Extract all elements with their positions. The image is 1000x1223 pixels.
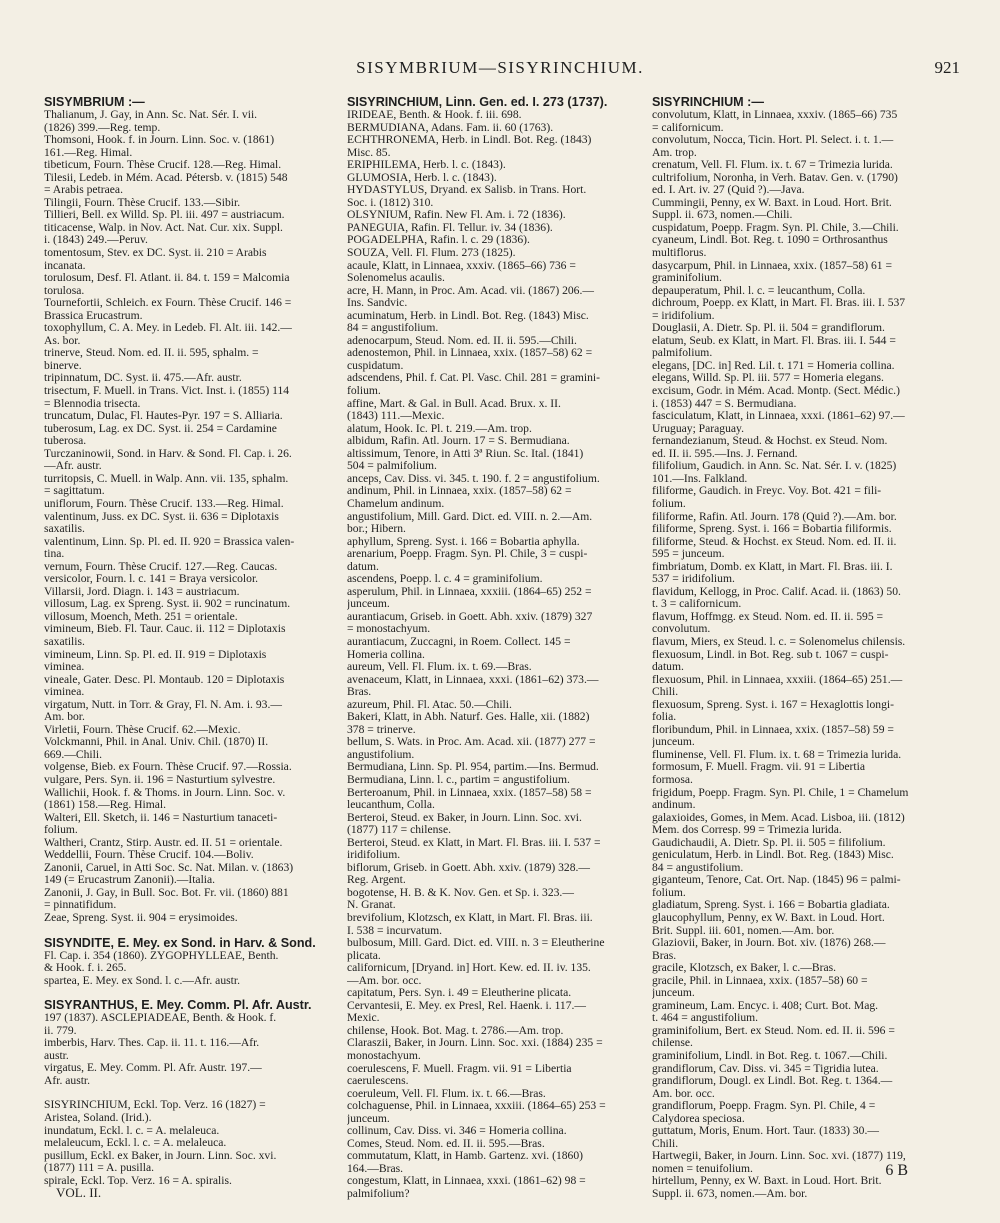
index-line: Waltheri, Crantz, Stirp. Austr. ed. II. 51 = orientale. (44, 836, 283, 849)
index-line: adenostemon, Phil. in Linnaea, xxix. (1857–58) 62 = (347, 347, 593, 360)
index-line: aurantiacum, Griseb. in Goett. Abh. xxiv. (1879) 327 (347, 610, 593, 623)
index-line: palmifolium. (652, 347, 713, 360)
index-line: 149 (= Erucastrum Zanonii).—Italia. (44, 874, 216, 887)
index-line: Walteri, Ell. Sketch, ii. 146 = Nasturtium tanaceti- (44, 811, 278, 824)
index-line: aureum, Vell. Fl. Flum. ix. t. 69.—Bras. (347, 661, 532, 674)
index-line: (1861) 158.—Reg. Himal. (44, 799, 167, 812)
index-line: N. Granat. (347, 899, 396, 912)
index-line: chilense. (652, 1037, 693, 1050)
index-line: = sagittatum. (44, 485, 105, 498)
index-line: versicolor, Fourn. l. c. 141 = Braya versicolor. (44, 573, 259, 586)
index-line: Berteroi, Steud. ex Baker, in Journ. Linn. Soc. xvi. (347, 811, 582, 824)
index-line: Chili. (652, 1137, 679, 1150)
index-line: t. 464 = angustifolium. (652, 1012, 759, 1025)
index-line: vernum, Fourn. Thèse Crucif. 127.—Reg. Caucas. (44, 560, 278, 573)
index-line: tibeticum, Fourn. Thèse Crucif. 128.—Reg. Himal. (44, 159, 282, 172)
index-line: IRIDEAE, Benth. & Hook. f. iii. 698. (347, 109, 522, 121)
index-line: filiforme, Steud. & Hochst. ex Steud. Nom. ed. II. ii. (652, 535, 897, 548)
index-line: tomentosum, Stev. ex DC. Syst. ii. 210 = Arabis (44, 247, 267, 260)
index-line: Gaudichaudii, A. Dietr. Sp. Pl. ii. 505 = filifolium. (652, 836, 886, 849)
index-line: geniculatum, Herb. in Lindl. Bot. Reg. (1843) Misc. (652, 849, 894, 862)
index-line: folium. (44, 824, 78, 837)
index-line: Berteroanum, Phil. in Linnaea, xxix. (1857–58) 58 = (347, 786, 592, 799)
entry-list-sisyrinchium-cont (652, 109, 942, 1201)
index-line: junceum. (652, 987, 695, 1000)
index-line: & Hook. f. i. 265. (44, 962, 127, 975)
index-line: GLUMOSIA, Herb. l. c. (1843). (347, 171, 497, 184)
index-line: Calydorea speciosa. (652, 1112, 745, 1125)
index-line: (1843) 111.—Mexic. (347, 410, 445, 423)
index-line: tripinnatum, DC. Syst. ii. 475.—Afr. austr. (44, 372, 242, 385)
index-line: filiforme, Rafin. Atl. Journ. 178 (Quid ?).—Am. bor. (652, 510, 897, 523)
index-line: 84 = angustifolium. (347, 322, 439, 335)
index-line: filiforme, Spreng. Syst. i. 166 = Bobartia filiformis. (652, 523, 892, 536)
page-number: 921 (934, 58, 960, 77)
index-line: bogotense, H. B. & K. Nov. Gen. et Sp. i. 323.— (347, 886, 574, 899)
index-line: austr. (44, 1049, 69, 1062)
index-line: = Arabis petraea. (44, 184, 123, 197)
index-line: chilense, Hook. Bot. Mag. t. 2786.—Am. trop. (347, 1024, 564, 1037)
index-line: melaleucum, Eckl. l. c. = A. melaleuca. (44, 1137, 227, 1150)
index-line: gracile, Klotzsch, ex Baker, l. c.—Bras. (652, 962, 837, 975)
index-line: junceum. (347, 1112, 390, 1125)
index-line: adenocarpum, Steud. Nom. ed. II. ii. 595.—Chili. (347, 334, 577, 347)
index-line: capitatum, Pers. Syn. i. 49 = Eleutherine plicata. (347, 987, 572, 1000)
index-line: cyaneum, Lindl. Bot. Reg. t. 1090 = Orthrosanthus (652, 234, 888, 247)
index-line: turritopsis, C. Muell. in Walp. Ann. vii. 135, sphalm. (44, 472, 289, 485)
index-line: adscendens, Phil. f. Cat. Pl. Vasc. Chil. 281 = gramini- (347, 372, 600, 385)
index-line: viminea. (44, 661, 85, 674)
index-line: Berteroi, Steud. ex Klatt, in Mart. Fl. Bras. iii. I. 537 = (347, 836, 601, 849)
index-line: POGADELPHA, Rafin. l. c. 29 (1836). (347, 234, 530, 247)
genus-heading-sisyrinchium-cont: SISYRINCHIUM :— (652, 95, 764, 109)
index-line: binerve. (44, 359, 82, 372)
index-line: Bermudiana, Linn. l. c., partim = angustifolium. (347, 773, 570, 786)
volume-mark: VOL. II. (56, 1185, 102, 1201)
index-line: Am. trop. (652, 146, 697, 159)
index-line: Chili. (652, 686, 679, 699)
index-line: SISYRINCHIUM, Eckl. Top. Verz. 16 (1827) = (44, 1099, 266, 1112)
index-line: = iridifolium. (652, 309, 715, 322)
index-line: elegans, [DC. in] Red. Lil. t. 171 = Homeria collina. (652, 359, 895, 372)
index-line: formosa. (652, 773, 693, 786)
index-line: Soc. i. (1812) 310. (347, 196, 434, 209)
index-line: virgatus, E. Mey. Comm. Pl. Afr. Austr. 197.— (44, 1062, 262, 1075)
index-line: Ins. Sandvic. (347, 297, 408, 310)
index-line: t. 3 = californicum. (652, 598, 742, 611)
index-line: convolutum, Nocca, Ticin. Hort. Pl. Select. i. t. 1.— (652, 134, 894, 147)
index-line: coeruleum, Vell. Fl. Flum. ix. t. 66.—Bras. (347, 1087, 546, 1100)
index-line: folium. (347, 385, 381, 398)
index-line: flavum, Hoffmgg. ex Steud. Nom. ed. II. ii. 595 = (652, 610, 884, 623)
index-line: flexuosum, Phil. in Linnaea, xxxiii. (1864–65) 251.— (652, 673, 903, 686)
index-line: = pinnatifidum. (44, 899, 117, 912)
index-line: elegans, Willd. Sp. Pl. iii. 577 = Homeria elegans. (652, 372, 884, 385)
index-line: HYDASTYLUS, Dryand. ex Salisb. in Trans. Hort. (347, 184, 587, 197)
index-line: Douglasii, A. Dietr. Sp. Pl. ii. 504 = grandiflorum. (652, 322, 885, 335)
index-line: volgense, Bieb. ex Fourn. Thèse Crucif. 97.—Rossia. (44, 761, 292, 774)
index-line: Tilingii, Fourn. Thèse Crucif. 133.—Sibir. (44, 196, 241, 209)
index-line: avenaceum, Klatt, in Linnaea, xxxi. (1861–62) 373.— (347, 673, 599, 686)
index-line: fernandezianum, Steud. & Hochst. ex Steud. Nom. (652, 435, 888, 448)
index-line: glaucophyllum, Penny, ex W. Baxt. in Loud. Hort. (652, 912, 885, 924)
index-line: i. (1853) 447 = S. Bermudiana. (652, 397, 797, 410)
index-line: graminifolium. (652, 272, 722, 285)
index-line: Bakeri, Klatt, in Abh. Naturf. Ges. Halle, xii. (1882) (347, 711, 590, 724)
index-line: Zanonii, J. Gay, in Bull. Soc. Bot. Fr. vii. (1860) 881 (44, 886, 289, 899)
index-line: Hartwegii, Baker, in Journ. Linn. Soc. xvi. (1877) 119, (652, 1150, 906, 1163)
index-line: commutatum, Klatt, in Hamb. Gartenz. xvi. (1860) (347, 1150, 584, 1163)
index-line: excisum, Godr. in Mém. Acad. Montp. (Sect. Médic.) (652, 385, 900, 398)
index-line: arenarium, Poepp. Fragm. Syn. Pl. Chile, 3 = cuspi- (347, 548, 588, 561)
index-line: gramineum, Lam. Encyc. i. 408; Curt. Bot. Mag. (652, 999, 879, 1012)
index-line: graminifolium, Lindl. in Bot. Reg. t. 1067.—Chili. (652, 1050, 888, 1063)
index-line: spirale, Eckl. Top. Verz. 16 = A. spiralis. (44, 1174, 232, 1187)
index-line: Zanonii, Caruel, in Atti Soc. Sc. Nat. Milan. v. (1863) (44, 861, 294, 874)
index-line: vulgare, Pers. Syn. ii. 196 = Nasturtium sylvestre. (44, 773, 276, 786)
index-line: convolutum, Klatt, in Linnaea, xxxiv. (1865–66) 735 (652, 109, 898, 121)
index-line: spartea, E. Mey. ex Sond. l. c.—Afr. austr. (44, 974, 240, 987)
entry-list-sisyndite (44, 950, 334, 988)
index-line: folium. (652, 497, 686, 510)
index-line: Tilesii, Ledeb. in Mém. Acad. Pétersb. v. (1815) 548 (44, 171, 288, 184)
entry-list-sisyrinchium-eckl (44, 1099, 334, 1187)
index-line: iridifolium. (347, 849, 401, 862)
index-line: grandiflorum, Dougl. ex Lindl. Bot. Reg. t. 1364.— (652, 1075, 893, 1088)
index-line: trisectum, F. Muell. in Trans. Vict. Inst. i. (1855) 114 (44, 385, 290, 398)
index-line: flexuosum, Lindl. in Bot. Reg. sub t. 1067 = cuspi- (652, 648, 889, 661)
index-line: Brit. Suppl. iii. 601, nomen.—Am. bor. (652, 924, 835, 937)
index-line: incanata. (44, 259, 86, 272)
index-line: Suppl. ii. 673, nomen.—Chili. (652, 209, 793, 222)
index-line: anceps, Cav. Diss. vi. 345. t. 190. f. 2 = angustifolium. (347, 472, 600, 485)
index-line: imberbis, Harv. Thes. Cap. ii. 11. t. 116.—Afr. (44, 1037, 260, 1050)
index-line: viminea. (44, 686, 85, 699)
index-line: galaxioides, Gomes, in Mem. Acad. Lisboa, iii. (1812) (652, 811, 905, 824)
index-line: ed. II. ii. 595.—Ins. J. Fernand. (652, 447, 798, 460)
index-line: Glaziovii, Baker, in Journ. Bot. xiv. (1876) 268.— (652, 937, 886, 950)
index-line: vimineum, Bieb. Fl. Taur. Cauc. ii. 112 = Diplotaxis (44, 623, 286, 636)
index-line: folium. (652, 886, 686, 899)
index-line: Suppl. ii. 673, nomen.—Am. bor. (652, 1188, 808, 1201)
index-line: Misc. 85. (347, 146, 391, 159)
index-line: folia. (652, 711, 677, 724)
index-line: torulosa. (44, 284, 85, 297)
index-line: bor.; Hibern. (347, 523, 406, 536)
index-line: cultrifolium, Noronha, in Verh. Batav. Gen. v. (1790) (652, 171, 898, 184)
index-line: bellum, S. Wats. in Proc. Am. Acad. xii. (1877) 277 = (347, 736, 596, 749)
index-line: colchaguense, Phil. in Linnaea, xxxiii. (1864–65) 253 = (347, 1100, 606, 1113)
index-line: fasciculatum, Klatt, in Linnaea, xxxi. (1861–62) 97.— (652, 410, 905, 423)
index-line: 378 = trinerve. (347, 723, 416, 736)
index-line: villosum, Moench, Meth. 251 = orientale. (44, 610, 238, 623)
index-line: Tillieri, Bell. ex Willd. Sp. Pl. iii. 497 = austriacum. (44, 209, 285, 222)
index-line: Reg. Argent. (347, 874, 406, 887)
index-line: datum. (347, 560, 379, 573)
index-line: Cummingii, Penny, ex W. Baxt. in Loud. Hort. Brit. (652, 196, 892, 209)
index-line: cuspidatum. (347, 359, 404, 372)
index-line: frigidum, Poepp. Fragm. Syn. Pl. Chile, 1 = Chamelum (652, 786, 909, 799)
index-line: Solenomelus acaulis. (347, 272, 445, 285)
index-line: (1826) 399.—Reg. temp. (44, 121, 161, 134)
index-line: Chamelum andinum. (347, 497, 445, 510)
index-line: 161.—Reg. Himal. (44, 146, 133, 159)
index-line: PANEGUIA, Rafin. Fl. Tellur. iv. 34 (1836). (347, 221, 553, 234)
index-line: fimbriatum, Domb. ex Klatt, in Mart. Fl. Bras. iii. I. (652, 560, 893, 573)
index-line: ECHTHRONEMA, Herb. in Lindl. Bot. Reg. (1843) (347, 134, 592, 147)
index-line: coerulescens, F. Muell. Fragm. vii. 91 = Libertia (347, 1062, 572, 1075)
index-line: Bermudiana, Linn. Sp. Pl. 954, partim.—Ins. Bermud. (347, 761, 599, 774)
index-line: Am. bor. occ. (652, 1087, 715, 1100)
index-line: formosum, F. Muell. Fragm. vii. 91 = Libertia (652, 761, 865, 774)
index-line: crenatum, Vell. Fl. Flum. ix. t. 67 = Trimezia lurida. (652, 159, 893, 172)
index-line: vineale, Gater. Desc. Pl. Montaub. 120 = Diplotaxis (44, 673, 285, 686)
index-line: torulosum, Desf. Fl. Atlant. ii. 84. t. 159 = Malcomia (44, 272, 290, 285)
index-line: = californicum. (652, 121, 724, 134)
index-line: Thomsoni, Hook. f. in Journ. Linn. Soc. v. (1861) (44, 134, 275, 147)
index-line: bulbosum, Mill. Gard. Dict. ed. VIII. n. 3 = Eleutherine (347, 937, 605, 950)
index-line: andinum, Phil. in Linnaea, xxix. (1857–58) 62 = (347, 485, 572, 498)
index-line: flavum, Miers, ex Steud. l. c. = Solenomelus chilensis. (652, 635, 906, 648)
index-line: acre, H. Mann, in Proc. Am. Acad. vii. (1867) 206.— (347, 284, 594, 297)
index-line: BERMUDIANA, Adans. Fam. ii. 60 (1763). (347, 121, 554, 134)
index-line: saxatilis. (44, 635, 85, 648)
index-line: valentinum, Juss. ex DC. Syst. ii. 636 = Diplotaxis (44, 510, 279, 523)
index-line: depauperatum, Phil. l. c. = leucanthum, Colla. (652, 284, 866, 297)
index-line: ERIPHILEMA, Herb. l. c. (1843). (347, 159, 506, 172)
index-line: —Afr. austr. (44, 460, 102, 473)
index-line: Fl. Cap. i. 354 (1860). ZYGOPHYLLEAE, Benth. (44, 949, 279, 962)
index-line: tuberosa. (44, 435, 87, 448)
index-line: hirtellum, Penny, ex W. Baxt. in Loud. Hort. Brit. (652, 1175, 882, 1188)
index-line: Turczaninowii, Sond. in Harv. & Sond. Fl. Cap. i. 26. (44, 447, 292, 460)
index-line: palmifolium? (347, 1188, 410, 1201)
index-line: Am. bor. (44, 711, 85, 724)
index-line: elatum, Seub. ex Klatt, in Mart. Fl. Bras. iii. I. 544 = (652, 334, 896, 347)
index-line: aurantiacum, Zuccagni, in Roem. Collect. 145 = (347, 635, 571, 648)
genus-heading-sisyrinchium: SISYRINCHIUM, Linn. Gen. ed. I. 273 (1737). (347, 95, 608, 109)
index-line: grandiflorum, Poepp. Fragm. Syn. Pl. Chile, 4 = (652, 1100, 876, 1113)
index-line: Mexic. (347, 1012, 380, 1025)
index-line: Cervantesii, E. Mey. ex Presl, Rel. Haenk. i. 117.— (347, 999, 587, 1012)
index-line: giganteum, Tenore, Cat. Ort. Nap. (1845) 96 = palmi- (652, 874, 901, 887)
index-line: affine, Mart. & Gal. in Bull. Acad. Brux. x. II. (347, 397, 561, 410)
index-line: Claraszii, Baker, in Journ. Linn. Soc. xxi. (1884) 235 = (347, 1037, 603, 1050)
index-line: flavidum, Kellogg, in Proc. Calif. Acad. ii. (1863) 50. (652, 585, 901, 598)
index-line: acuminatum, Herb. in Lindl. Bot. Reg. (1843) Misc. (347, 309, 589, 322)
index-line: (1877) 111 = A. pusilla. (44, 1162, 155, 1175)
index-line: junceum. (652, 736, 695, 749)
index-line: cuspidatum, Poepp. Fragm. Syn. Pl. Chile, 3.—Chili. (652, 221, 899, 234)
index-line: Tournefortii, Schleich. ex Fourn. Thèse Crucif. 146 = (44, 297, 292, 310)
index-line: titicacense, Walp. in Nov. Act. Nat. Cur. xix. Suppl. (44, 221, 283, 234)
genus-heading-sisyranthus: SISYRANTHUS, E. Mey. Comm. Pl. Afr. Austr. (44, 998, 312, 1013)
index-line: 84 = angustifolium. (652, 861, 744, 874)
index-line: Wallichii, Hook. f. & Thoms. in Journ. Linn. Soc. v. (44, 786, 286, 799)
index-line: angustifolium, Mill. Gard. Dict. ed. VIII. n. 2.—Am. (347, 510, 593, 523)
index-line: Comes, Steud. Nom. ed. II. ii. 595.—Bras. (347, 1137, 545, 1150)
entry-list-sisyrinchium (347, 109, 637, 1201)
index-line: = Blennodia trisecta. (44, 397, 141, 410)
index-line: ascendens, Poepp. l. c. 4 = graminifolium. (347, 573, 543, 586)
index-line: alatum, Hook. Ic. Pl. t. 219.—Am. trop. (347, 422, 532, 435)
index-line: altissimum, Tenore, in Atti 3ª Riun. Sc. Ital. (1841) (347, 447, 584, 460)
index-line: collinum, Cav. Diss. vi. 346 = Homeria collina. (347, 1125, 567, 1138)
index-line: vimineum, Linn. Sp. Pl. ed. II. 919 = Diplotaxis (44, 648, 267, 661)
index-line: I. 538 = incurvatum. (347, 924, 443, 937)
index-line: filiforme, Gaudich. in Freyc. Voy. Bot. 421 = fili- (652, 485, 882, 498)
index-line: Uruguay; Paraguay. (652, 422, 744, 435)
index-line: angustifolium. (347, 748, 415, 761)
index-line: —Am. bor. occ. (347, 974, 422, 987)
index-line: 537 = iridifolium. (652, 573, 735, 586)
index-line: asperulum, Phil. in Linnaea, xxxiii. (1864–65) 252 = (347, 585, 592, 598)
index-line: aphyllum, Spreng. Syst. i. 166 = Bobartia aphylla. (347, 535, 580, 548)
index-line: inundatum, Eckl. l. c. = A. melaleuca. (44, 1124, 220, 1137)
entry-list-sisymbrium (44, 109, 334, 925)
index-line: monostachyum. (347, 1050, 421, 1063)
column-left (44, 96, 334, 1200)
index-line: acaule, Klatt, in Linnaea, xxxiv. (1865–66) 736 = (347, 259, 576, 272)
index-line: OLSYNIUM, Rafin. New Fl. Am. i. 72 (1836). (347, 209, 566, 222)
index-line: 504 = palmifolium. (347, 460, 437, 473)
index-line: leucanthum, Colla. (347, 799, 435, 812)
index-line: uniflorum, Fourn. Thèse Crucif. 133.—Reg. Himal. (44, 497, 284, 510)
index-line: 101.—Ins. Falkland. (652, 472, 748, 485)
index-line: brevifolium, Klotzsch, ex Klatt, in Mart. Fl. Bras. iii. (347, 912, 593, 924)
index-line: azureum, Phil. Fl. Atac. 50.—Chili. (347, 698, 512, 711)
index-line: Brassica Erucastrum. (44, 309, 143, 322)
running-head: SISYMBRIUM—SISYRINCHIUM. (356, 58, 644, 77)
index-line: ed. I. Art. iv. 27 (Quid ?).—Java. (652, 184, 805, 197)
index-line: 595 = junceum. (652, 548, 725, 561)
index-line: Volckmanni, Phil. in Anal. Univ. Chil. (1870) II. (44, 736, 269, 749)
signature-mark: 6 B (885, 1162, 908, 1179)
index-line: pusillum, Eckl. ex Baker, in Journ. Linn. Soc. xvi. (44, 1149, 277, 1162)
index-line: = monostachyum. (347, 623, 431, 636)
index-line: congestum, Klatt, in Linnaea, xxxi. (1861–62) 98 = (347, 1175, 586, 1188)
index-line: flexuosum, Spreng. Syst. i. 167 = Hexaglottis longi- (652, 698, 894, 711)
index-line: plicata. (347, 949, 381, 962)
index-line: trinerve, Steud. Nom. ed. II. ii. 595, sphalm. = (44, 347, 259, 360)
index-line: tuberosum, Lag. ex DC. Syst. ii. 254 = Cardamine (44, 422, 277, 435)
index-line: caerulescens. (347, 1075, 409, 1088)
index-line: Weddellii, Fourn. Thèse Crucif. 104.—Boliv. (44, 849, 254, 862)
index-line: truncatum, Dulac, Fl. Hautes-Pyr. 197 = S. Alliaria. (44, 410, 283, 423)
genus-heading-sisymbrium: SISYMBRIUM :— (44, 95, 145, 109)
column-right (652, 96, 942, 1201)
index-line: biflorum, Griseb. in Goett. Abh. xxiv. (1879) 328.— (347, 861, 591, 874)
index-line: multiflorus. (652, 247, 707, 260)
index-line: grandiflorum, Cav. Diss. vi. 345 = Tigridia lutea. (652, 1062, 879, 1075)
index-line: dasycarpum, Phil. in Linnaea, xxix. (1857–58) 61 = (652, 259, 892, 272)
index-line: virgatum, Nutt. in Torr. & Gray, Fl. N. Am. i. 93.— (44, 698, 282, 711)
index-line: toxophyllum, C. A. Mey. in Ledeb. Fl. Alt. iii. 142.— (44, 322, 292, 335)
index-line: guttatum, Moris, Enum. Hort. Taur. (1833) 30.— (652, 1125, 879, 1138)
index-line: gracile, Phil. in Linnaea, xxix. (1857–58) 60 = (652, 974, 868, 987)
index-line: datum. (652, 661, 684, 674)
index-line: fluminense, Vell. Fl. Flum. ix. t. 68 = Trimezia lurida. (652, 748, 902, 761)
index-line: i. (1843) 249.—Peruv. (44, 234, 148, 247)
index-line: Zeae, Spreng. Syst. ii. 904 = erysimoides. (44, 912, 238, 924)
index-line: californicum, [Dryand. in] Hort. Kew. ed. II. iv. 135. (347, 962, 591, 975)
index-line: valentinum, Linn. Sp. Pl. ed. II. 920 = Brassica valen- (44, 535, 295, 548)
index-line: 164.—Bras. (347, 1162, 404, 1175)
index-line: Bras. (652, 949, 677, 962)
index-line: Bras. (347, 686, 372, 699)
index-line: convolutum. (652, 623, 711, 636)
index-line: Thalianum, J. Gay, in Ann. Sc. Nat. Sér. I. vii. (44, 109, 258, 121)
index-line: tina. (44, 548, 65, 561)
column-middle (347, 96, 637, 1201)
index-line: As. bor. (44, 334, 81, 347)
index-line: albidum, Rafin. Atl. Journ. 17 = S. Bermudiana. (347, 435, 570, 448)
genus-heading-sisyndite: SISYNDITE, E. Mey. ex Sond. in Harv. & Sond. (44, 935, 316, 950)
index-line: 197 (1837). ASCLEPIADEAE, Benth. & Hook. f. (44, 1012, 277, 1025)
index-line: floribundum, Phil. in Linnaea, xxix. (1857–58) 59 = (652, 723, 894, 736)
index-line: Afr. austr. (44, 1074, 91, 1087)
index-line: andinum. (652, 799, 696, 812)
index-line: graminifolium, Bert. ex Steud. Nom. ed. II. ii. 596 = (652, 1024, 895, 1037)
index-line: villosum, Lag. ex Spreng. Syst. ii. 902 = runcinatum. (44, 598, 291, 611)
index-line: Villarsii, Jord. Diagn. i. 143 = austriacum. (44, 585, 240, 598)
index-line: filifolium, Gaudich. in Ann. Sc. Nat. Sér. I. v. (1825) (652, 460, 897, 473)
index-line: SOUZA, Vell. Fl. Flum. 273 (1825). (347, 247, 516, 260)
index-line: Virletii, Fourn. Thèse Crucif. 62.—Mexic. (44, 723, 241, 736)
index-line: junceum. (347, 598, 390, 611)
index-line: (1877) 117 = chilense. (347, 824, 451, 837)
index-line: Mem. dos Corresp. 99 = Trimezia lurida. (652, 824, 842, 837)
index-line: nomen = tenuifolium. (652, 1162, 753, 1175)
index-line: Aristea, Soland. (Irid.). (44, 1112, 152, 1125)
index-line: 669.—Chili. (44, 748, 102, 761)
entry-list-sisyranthus (44, 1012, 334, 1087)
index-line: ii. 779. (44, 1024, 77, 1037)
index-line: saxatilis. (44, 523, 85, 536)
index-line: Homeria collina. (347, 648, 425, 661)
index-line: gladiatum, Spreng. Syst. i. 166 = Bobartia gladiata. (652, 899, 890, 912)
index-line: dichroum, Poepp. ex Klatt, in Mart. Fl. Bras. iii. I. 537 (652, 297, 906, 310)
